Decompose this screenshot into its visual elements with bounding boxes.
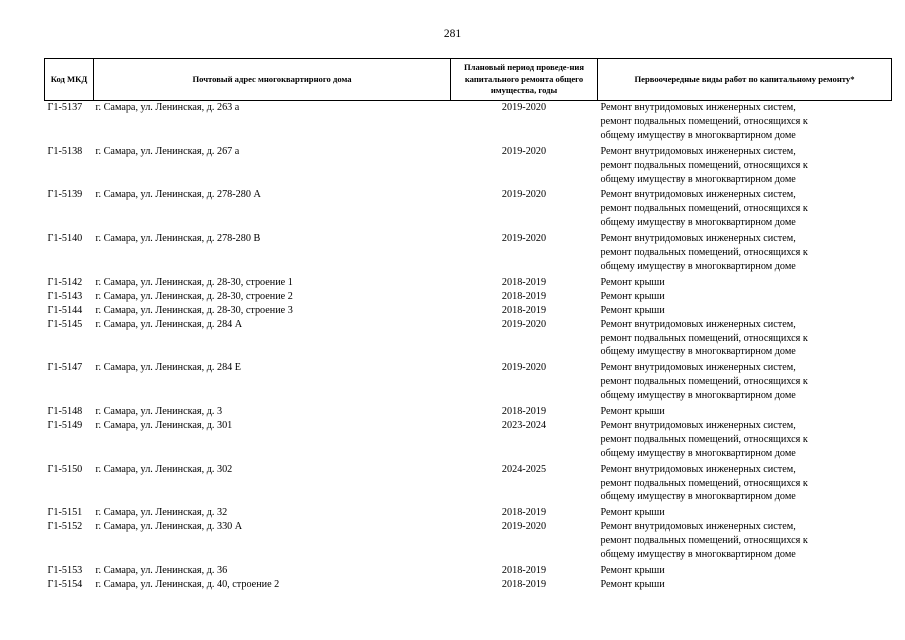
cell-period: 2019-2020 [501, 189, 547, 201]
cell-code: Г1-5150 [47, 463, 83, 475]
works-line: Ремонт внутридомовых инженерных систем, [600, 102, 796, 113]
cell-code: Г1-5144 [47, 304, 83, 316]
cell-period: 2019-2020 [501, 362, 547, 374]
table-row [45, 318, 892, 362]
works-line: общему имуществу в многоквартирном доме [600, 129, 796, 141]
table-row [45, 188, 892, 232]
cell-code: Г1-5151 [47, 507, 83, 519]
works-line: Ремонт крыши [600, 578, 665, 590]
table-row [45, 304, 892, 318]
works-line: ремонт подвальных помещений, относящихся к [600, 433, 808, 445]
table-row [45, 405, 892, 419]
cell-period: 2018-2019 [501, 290, 547, 302]
works-line: Ремонт внутридомовых инженерных систем, [600, 318, 796, 330]
header-period: Плановый период проведе-ния капитального ремонта общего имущества, годы [451, 59, 598, 101]
works-line: ремонт подвальных помещений, относящихся к [600, 535, 808, 547]
works-line: ремонт подвальных помещений, относящихся к [600, 115, 808, 127]
cell-period: 2023-2024 [501, 419, 547, 431]
cell-code: Г1-5153 [47, 565, 83, 576]
table-row [45, 361, 892, 405]
cell-period: 2024-2025 [501, 463, 547, 475]
cell-works [598, 361, 892, 405]
cell-period: 2019-2020 [501, 145, 547, 157]
cell-code: Г1-5149 [47, 419, 83, 431]
works-line: Ремонт внутридомовых инженерных систем, [600, 233, 796, 245]
works-line: ремонт подвальных помещений, относящихся к [600, 247, 808, 259]
works-line: Ремонт внутридомовых инженерных систем, [600, 145, 796, 157]
cell-address: г. Самара, ул. Ленинская, д. 278-280 В [95, 233, 261, 245]
works-line: ремонт подвальных помещений, относящихся к [600, 477, 808, 489]
works-line: общему имуществу в многоквартирном доме [600, 491, 796, 503]
cell-works [598, 145, 892, 189]
cell-works [598, 578, 892, 592]
works-line: ремонт подвальных помещений, относящихся к [600, 159, 808, 171]
cell-works [598, 232, 892, 276]
cell-address: г. Самара, ул. Ленинская, д. 267 а [95, 145, 240, 157]
cell-code: Г1-5152 [47, 521, 83, 533]
table-row [45, 290, 892, 304]
works-line: Ремонт внутридомовых инженерных систем, [600, 419, 796, 431]
cell-code: Г1-5154 [47, 578, 83, 590]
table-row [45, 463, 892, 507]
cell-works [598, 419, 892, 463]
works-line: общему имуществу в многоквартирном доме [600, 346, 796, 358]
header-code: Код МКД [45, 59, 94, 101]
works-line: Ремонт внутридомовых инженерных систем, [600, 189, 796, 201]
cell-code: Г1-5142 [47, 276, 83, 288]
cell-period: 2018-2019 [501, 565, 547, 576]
table-row [45, 419, 892, 463]
cell-address: г. Самара, ул. Ленинская, д. 28-30, строение 2 [95, 290, 293, 302]
cell-period: 2018-2019 [501, 304, 547, 316]
cell-works [598, 318, 892, 362]
cell-code: Г1-5143 [47, 290, 83, 302]
table-row [45, 564, 892, 578]
cell-period: 2018-2019 [501, 578, 547, 590]
table-row [45, 101, 892, 145]
works-line: ремонт подвальных помещений, относящихся к [600, 332, 808, 344]
works-line: ремонт подвальных помещений, относящихся к [600, 203, 808, 215]
works-line: Ремонт крыши [600, 565, 665, 576]
cell-address: г. Самара, ул. Ленинская, д. 28-30, строение 3 [95, 304, 293, 316]
cell-address: г. Самара, ул. Ленинская, д. 3 [95, 406, 223, 418]
cell-works [598, 188, 892, 232]
table-row [45, 145, 892, 189]
cell-works [598, 506, 892, 520]
works-line: общему имуществу в многоквартирном доме [600, 390, 796, 402]
page-number: 281 [443, 28, 462, 40]
cell-period: 2018-2019 [501, 507, 547, 519]
cell-code: Г1-5140 [47, 233, 83, 245]
works-line: Ремонт внутридомовых инженерных систем, [600, 362, 796, 374]
cell-address: г. Самара, ул. Ленинская, д. 263 а [95, 102, 240, 113]
table-header [45, 59, 892, 101]
table-row [45, 578, 892, 592]
cell-address: г. Самара, ул. Ленинская, д. 32 [95, 507, 228, 519]
cell-works [598, 290, 892, 304]
cell-address: г. Самара, ул. Ленинская, д. 284 А [95, 318, 243, 330]
cell-code: Г1-5137 [47, 102, 83, 113]
table-body [45, 101, 892, 592]
cell-address: г. Самара, ул. Ленинская, д. 278-280 А [95, 189, 261, 201]
cell-period: 2019-2020 [501, 521, 547, 533]
cell-works [598, 304, 892, 318]
header-works: Первоочередные виды работ по капитальному ремонту* [598, 59, 892, 101]
cell-works [598, 564, 892, 578]
works-line: Ремонт внутридомовых инженерных систем, [600, 463, 796, 475]
cell-period: 2018-2019 [501, 276, 547, 288]
header-address: Почтовый адрес многоквартирного дома [94, 59, 451, 101]
works-line: Ремонт внутридомовых инженерных систем, [600, 521, 796, 533]
cell-address: г. Самара, ул. Ленинская, д. 40, строение 2 [95, 578, 280, 590]
cell-code: Г1-5147 [47, 362, 83, 374]
cell-address: г. Самара, ул. Ленинская, д. 301 [95, 419, 233, 431]
cell-address: г. Самара, ул. Ленинская, д. 302 [95, 463, 233, 475]
cell-code: Г1-5148 [47, 406, 83, 418]
works-line: общему имуществу в многоквартирном доме [600, 260, 796, 272]
works-line: Ремонт крыши [600, 276, 665, 288]
works-line: общему имуществу в многоквартирном доме [600, 447, 796, 459]
cell-works [598, 520, 892, 564]
table-row [45, 520, 892, 564]
repair-table [44, 58, 892, 592]
works-line: ремонт подвальных помещений, относящихся к [600, 376, 808, 388]
cell-address: г. Самара, ул. Ленинская, д. 330 А [95, 521, 243, 533]
cell-works [598, 101, 892, 145]
cell-code: Г1-5145 [47, 318, 83, 330]
table-row [45, 232, 892, 276]
cell-address: г. Самара, ул. Ленинская, д. 284 Е [95, 362, 242, 374]
cell-period: 2018-2019 [501, 406, 547, 418]
works-line: Ремонт крыши [600, 507, 665, 519]
cell-address: г. Самара, ул. Ленинская, д. 36 [95, 565, 228, 576]
cell-code: Г1-5138 [47, 145, 83, 157]
works-line: Ремонт крыши [600, 290, 665, 302]
works-line: Ремонт крыши [600, 304, 665, 316]
cell-address: г. Самара, ул. Ленинская, д. 28-30, строение 1 [95, 276, 293, 288]
cell-period: 2019-2020 [501, 102, 547, 113]
cell-period: 2019-2020 [501, 318, 547, 330]
table-row [45, 506, 892, 520]
works-line: общему имуществу в многоквартирном доме [600, 217, 796, 229]
cell-works [598, 405, 892, 419]
works-line: общему имуществу в многоквартирном доме [600, 549, 796, 561]
cell-code: Г1-5139 [47, 189, 83, 201]
works-line: общему имуществу в многоквартирном доме [600, 173, 796, 185]
table-row [45, 276, 892, 290]
cell-period: 2019-2020 [501, 233, 547, 245]
cell-works [598, 276, 892, 290]
cell-works [598, 463, 892, 507]
works-line: Ремонт крыши [600, 406, 665, 418]
